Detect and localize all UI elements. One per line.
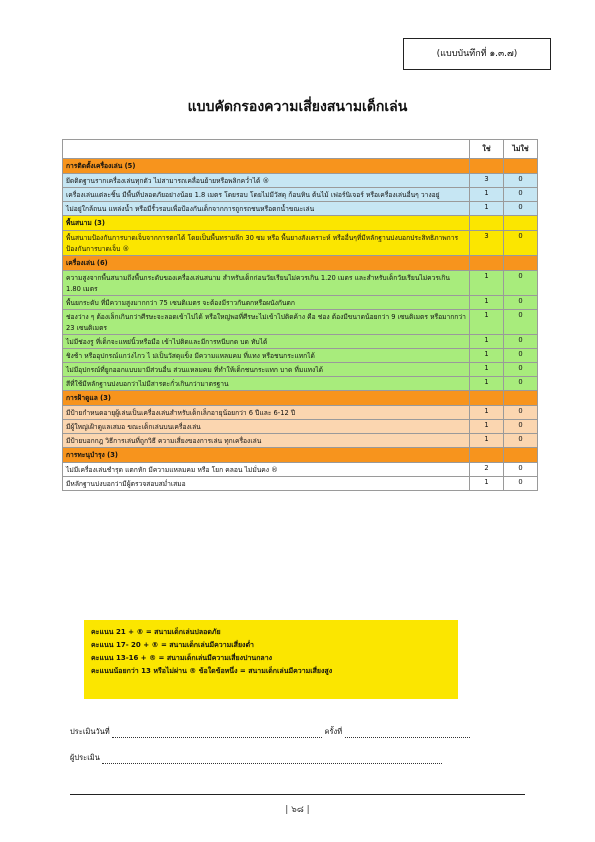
section-row: [63, 391, 538, 406]
table-row: [63, 202, 538, 216]
date-line: [70, 726, 470, 738]
section-title: การทะนุบำรุง (3): [63, 448, 470, 463]
no-score: [504, 256, 538, 271]
date-label: ประเมินวันที่: [70, 727, 110, 736]
no-score: 0: [504, 231, 538, 256]
scoring-line: คะแนน 21 + ® = สนามเด็กเล่นปลอดภัย: [91, 628, 221, 636]
scoring-legend: [84, 620, 458, 699]
table-row: [63, 420, 538, 434]
yes-score: 1: [470, 271, 504, 296]
assessor-field[interactable]: [102, 763, 442, 764]
scoring-line: คะแนนน้อยกว่า 13 หรือไม่ผ่าน ® ข้อใดข้อหนึ่ง = สนามเด็กเล่นมีความเสี่ยงสูง: [91, 667, 333, 675]
criterion-text: ไม่มีเครื่องเล่นชำรุด แตกหัก มีความแหลมคม หรือ โยก คลอน ไม่มั่นคง ®: [63, 463, 470, 477]
criterion-text: ไม่มีช่องรู ที่เด็กจะแหย่นิ้วหรือมือ เข้าไปติดและมีการหนีบกด บด ทับได้: [63, 335, 470, 349]
criterion-text: พื้นยกระดับ ที่มีความสูงมากกว่า 75 เซนติเมตร จะต้องมีราวกันตกหรือผนังกันตก: [63, 296, 470, 310]
no-score: 0: [504, 335, 538, 349]
table-row: [63, 188, 538, 202]
form-code: (แบบบันทึกที่ ๑.๓.๗): [436, 49, 518, 59]
no-score: 0: [504, 188, 538, 202]
table-row: [63, 463, 538, 477]
criterion-text: ช่องว่าง ๆ ต้องเล็กเกินกว่าศีรษะจะลอดเข้าไปได้ หรือใหญ่พอที่ศีรษะไม่เข้าไปติดค้าง คือ ช่อง ต้องมีขนาดน้อยกว่า 9 เซนติเมตร หรือมากกว่า 23 เซนติเมตร: [63, 310, 470, 335]
yes-score: 1: [470, 349, 504, 363]
table-row: [63, 296, 538, 310]
criterion-text: ไม่อยู่ใกล้ถนน แหล่งน้ำ หรือมีรั้วรอบเพื่อป้องกันเด็กจากการถูกรถชนหรือตกน้ำขณะเล่น: [63, 202, 470, 216]
criterion-text: สีที่ใช้มีหลักฐานบ่งบอกว่าไม่มีสารตะกั่วเกินกว่ามาตรฐาน: [63, 377, 470, 391]
yes-score: 1: [470, 202, 504, 216]
yes-score: 1: [470, 188, 504, 202]
yes-score: 3: [470, 174, 504, 188]
no-score: 0: [504, 477, 538, 491]
yes-score: 1: [470, 296, 504, 310]
no-score: 0: [504, 463, 538, 477]
form-code-box: [403, 38, 551, 70]
yes-score: [470, 159, 504, 174]
no-score: 0: [504, 174, 538, 188]
yes-score: [470, 216, 504, 231]
no-score: 0: [504, 271, 538, 296]
no-score: 0: [504, 310, 538, 335]
table-row: [63, 377, 538, 391]
header-item: [63, 140, 470, 159]
no-score: 0: [504, 377, 538, 391]
section-title: การฝ้าดูแล (3): [63, 391, 470, 406]
section-row: [63, 159, 538, 174]
criterion-text: พื้นสนามป้องกันการบาดเจ็บจากการตกได้ โดยเป็นพื้นทรายลึก 30 ซม หรือ พื้นยางสังเคราะห์ หรืออื่นๆที่มีหลักฐานบ่งบอกประสิทธิภาพการป้องกันการบาดเจ็บ ®: [63, 231, 470, 256]
date-field[interactable]: [112, 737, 322, 738]
criterion-text: ชิงช้า หรืออุปกรณ์แกว่งไกว ไ ม่เป็นวัสดุแข็ง มีความแหลมคม ที่แทง หรือชนกระแทกได้: [63, 349, 470, 363]
yes-score: 2: [470, 463, 504, 477]
scoring-line: คะแนน 13-16 + ® = สนามเด็กเล่นมีความเสี่ยงปานกลาง: [91, 654, 273, 662]
yes-score: 1: [470, 420, 504, 434]
round-label: ครั้งที่: [324, 727, 343, 736]
table-row: [63, 271, 538, 296]
yes-score: 1: [470, 434, 504, 448]
yes-score: 1: [470, 406, 504, 420]
criterion-text: ไม่มีอุปกรณ์ที่ยูกออกแบบมามีส่วนอื่น ส่วนแหลมคม ที่ทำให้เด็กชนกระแทก บาด ที่มแทงได้: [63, 363, 470, 377]
no-score: 0: [504, 434, 538, 448]
yes-score: [470, 448, 504, 463]
criterion-text: มีป้ายกำหนดอายุผู้เล่นเป็นเครื่องเล่นสำหรับเด็กเล็กอายุน้อยกว่า 6 ปีและ 6-12 ปี: [63, 406, 470, 420]
no-score: 0: [504, 296, 538, 310]
assessor-label: ผู้ประเมิน: [70, 753, 100, 762]
yes-score: [470, 256, 504, 271]
yes-score: 1: [470, 310, 504, 335]
yes-score: 1: [470, 335, 504, 349]
no-score: 0: [504, 406, 538, 420]
section-row: [63, 256, 538, 271]
header-yes: ใช่: [470, 140, 504, 159]
header-no: ไม่ใช่: [504, 140, 538, 159]
table-row: [63, 174, 538, 188]
footer-divider: [70, 794, 525, 795]
table-row: [63, 349, 538, 363]
no-score: [504, 448, 538, 463]
no-score: [504, 391, 538, 406]
yes-score: 1: [470, 363, 504, 377]
criterion-text: มีหลักฐานบ่งบอกว่ามีผู้ตรวจสอบสม่ำเสมอ: [63, 477, 470, 491]
section-title: พื้นสนาม (3): [63, 216, 470, 231]
no-score: 0: [504, 202, 538, 216]
no-score: 0: [504, 349, 538, 363]
yes-score: [470, 391, 504, 406]
table-row: [63, 477, 538, 491]
scoring-line: คะแนน 17- 20 + ® = สนามเด็กเล่นมีความเสี่ยงต่ำ: [91, 641, 254, 649]
table-header-row: [63, 140, 538, 159]
page-number: | ๖๘ |: [285, 805, 310, 815]
yes-score: 3: [470, 231, 504, 256]
screening-table: [62, 139, 538, 491]
table-row: [63, 363, 538, 377]
round-field[interactable]: [345, 737, 470, 738]
criterion-text: มีผู้ใหญ่เฝ้าดูแลเสมอ ขณะเด็กเล่นบนเครื่องเล่น: [63, 420, 470, 434]
table-row: [63, 406, 538, 420]
page-title: แบบคัดกรองความเสี่ยงสนามเด็กเล่น: [187, 99, 408, 115]
section-row: [63, 216, 538, 231]
criterion-text: มีป้ายบอกกฎ วิธีการเล่นที่ถูกวิธี ความเสี่ยงของการเล่น ทุกเครื่องเล่น: [63, 434, 470, 448]
yes-score: 1: [470, 377, 504, 391]
table-row: [63, 434, 538, 448]
table-row: [63, 335, 538, 349]
assessor-line: [70, 752, 442, 764]
section-title: เครื่องเล่น (6): [63, 256, 470, 271]
criterion-text: ความสูงจากพื้นสนามถึงพื้นกระดับของเครื่องเล่นสนาม สำหรับเด็กก่อนวัยเรียนไม่ควรเกิน 1.20 เมตร และสำหรับเด็กวัยเรียนไม่ควรเกิน 1.80 เมตร: [63, 271, 470, 296]
table-row: [63, 231, 538, 256]
criterion-text: ยึดติดฐานรากเครื่องเล่นทุกตัว ไม่สามารถเคลื่อนย้ายหรือพลิกคว่ำได้ ®: [63, 174, 470, 188]
yes-score: 1: [470, 477, 504, 491]
section-title: การติดตั้งเครื่องเล่น (5): [63, 159, 470, 174]
table-row: [63, 310, 538, 335]
no-score: [504, 216, 538, 231]
criterion-text: เครื่องเล่นแต่ละชิ้น มีพื้นที่ปลอดภัยอย่างน้อย 1.8 เมตร โดยรอบ โดยไม่มีวัสดุ ก้อนหิน ต้นไม้ เฟอร์นิเจอร์ หรือเครื่องเล่นอื่นๆ วางอยู่: [63, 188, 470, 202]
no-score: 0: [504, 363, 538, 377]
table-body: [63, 159, 538, 491]
section-row: [63, 448, 538, 463]
no-score: 0: [504, 420, 538, 434]
no-score: [504, 159, 538, 174]
